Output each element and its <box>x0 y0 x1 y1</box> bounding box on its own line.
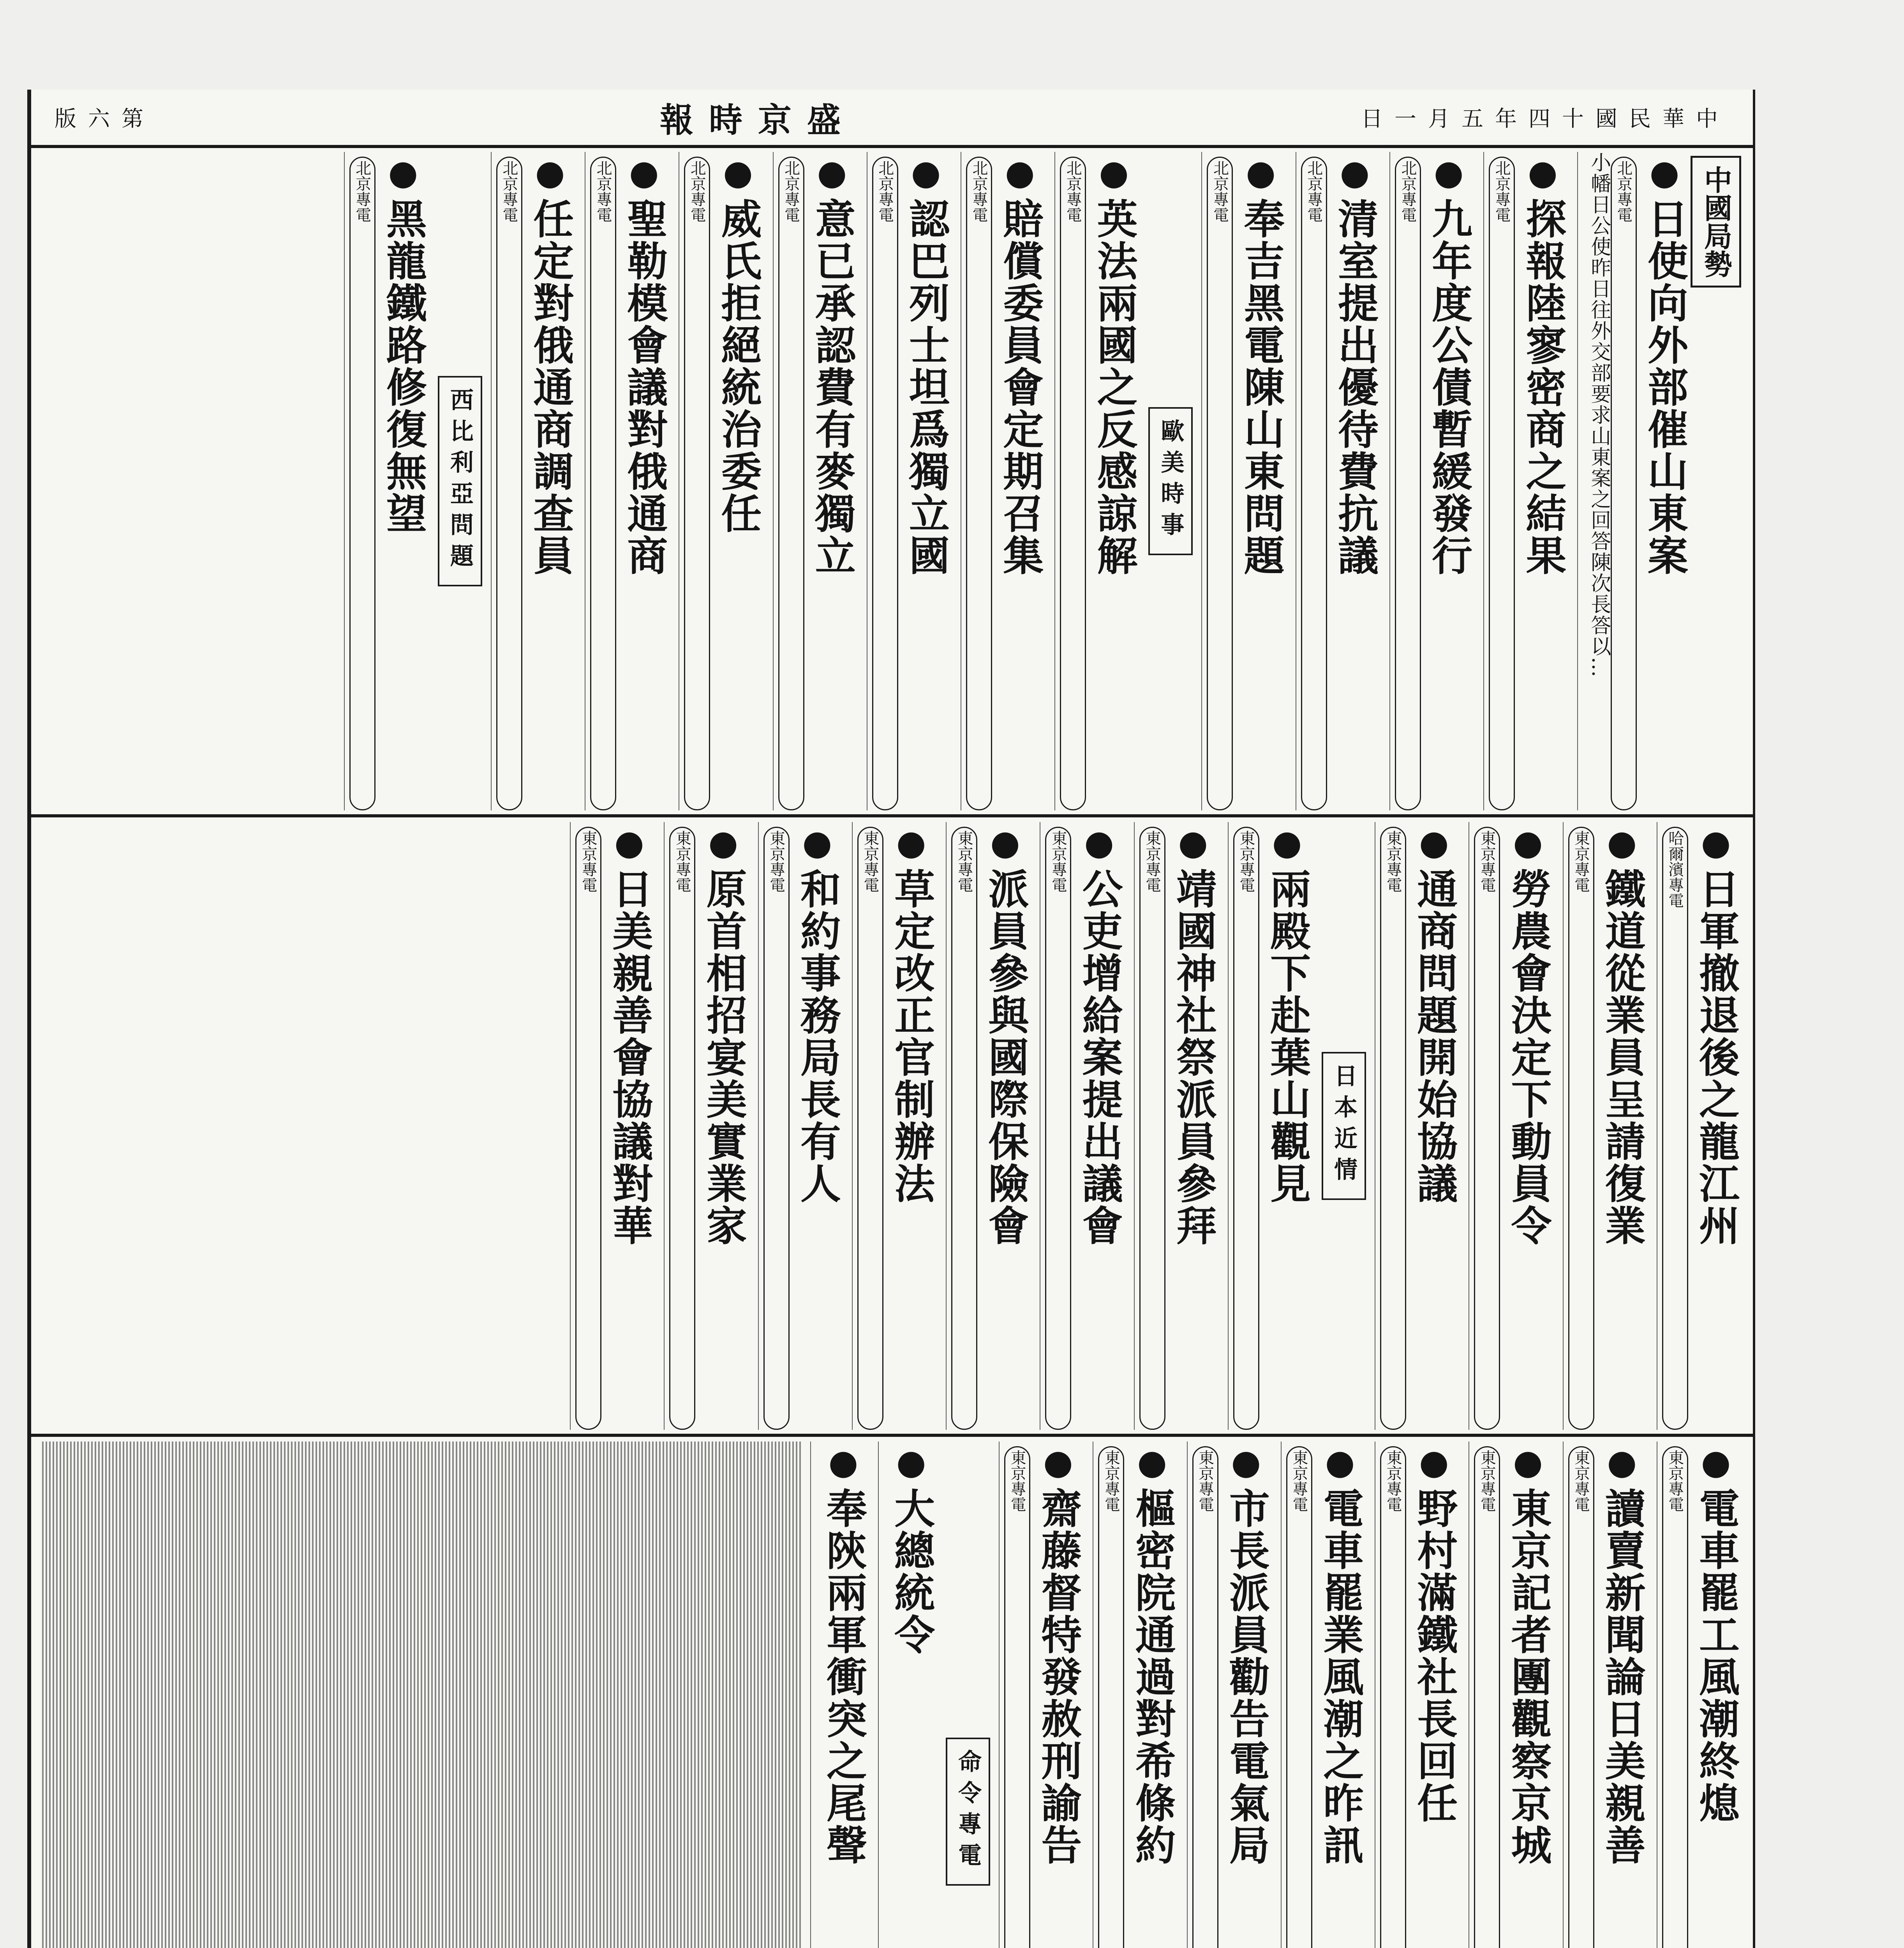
dateline: 東京專電 <box>1233 827 1259 1430</box>
article <box>344 152 429 810</box>
article-body: 小幡日公使昨日往外交部要求山東案之回答陳次長答以… <box>1587 152 1611 678</box>
article <box>961 152 1046 810</box>
article <box>946 822 1031 1430</box>
article <box>585 152 670 810</box>
masthead-page: 版六第 <box>55 106 155 132</box>
dateline: 北京專電 <box>1301 157 1327 810</box>
headline: ● 通商問題開始協議 <box>1412 822 1455 1430</box>
article <box>1040 822 1125 1430</box>
article <box>773 152 858 810</box>
headline: ● 探報陸寥密商之結果 <box>1521 152 1564 810</box>
article <box>1563 822 1648 1430</box>
section-label: 中國局勢 <box>1691 156 1741 288</box>
article <box>999 1442 1084 1948</box>
dateline: 北京專電 <box>590 157 616 810</box>
band-2 <box>31 822 1753 1430</box>
dateline: 北京專電 <box>966 157 992 810</box>
dateline: 北京專電 <box>349 157 376 810</box>
article <box>1657 822 1742 1430</box>
headline: ● 認巴列士坦爲獨立國 <box>904 152 947 810</box>
headline: ● 東京記者團觀察京城 <box>1506 1442 1549 1948</box>
headline: ● 公吏增給案提出議會 <box>1077 822 1120 1430</box>
divider-rule <box>31 1434 1753 1437</box>
headline: ● 意已承認費有麥獨立 <box>811 152 853 810</box>
headline: ● 奉吉黑電陳山東問題 <box>1239 152 1282 810</box>
headline: ● 讀賣新聞論日美親善 <box>1601 1442 1643 1948</box>
section-tag-europe: 歐美時事 <box>1148 407 1193 555</box>
dateline: 東京專電 <box>1286 1446 1312 1948</box>
headline: ● 齋藤督特發赦刑諭告 <box>1037 1442 1079 1948</box>
dateline: 北京專電 <box>872 157 898 810</box>
section-tag-japan: 日本近情 <box>1322 1052 1366 1200</box>
dateline: 北京專電 <box>1395 157 1421 810</box>
article <box>1201 152 1287 810</box>
headline: ● 和約事務局長有人 <box>796 822 839 1430</box>
article <box>1093 1442 1178 1948</box>
headline: ● 清室提出優待費抗議 <box>1333 152 1376 810</box>
article <box>878 1442 937 1948</box>
band-1 <box>31 152 1753 810</box>
article <box>1187 1442 1272 1948</box>
headline: ● 奉陝兩軍衝突之尾聲 <box>822 1442 865 1948</box>
masthead-paper-name: 報時京盛 <box>660 101 856 140</box>
dateline: 北京專電 <box>684 157 710 810</box>
headline: ● 樞密院通過對希條約 <box>1130 1442 1173 1948</box>
article <box>1469 822 1554 1430</box>
dateline: 東京專電 <box>951 827 977 1430</box>
dateline: 東京專電 <box>1662 1446 1688 1948</box>
dateline: 東京專電 <box>1045 827 1071 1430</box>
article <box>679 152 764 810</box>
dateline: 哈爾濱專電 <box>1662 827 1688 1430</box>
dateline: 北京專電 <box>1489 157 1515 810</box>
article <box>852 822 937 1430</box>
dateline: 北京專電 <box>778 157 804 810</box>
article <box>867 152 952 810</box>
article <box>1469 1442 1554 1948</box>
article <box>1054 152 1140 810</box>
divider-rule <box>31 814 1753 817</box>
article <box>810 1442 869 1948</box>
dateline: 東京專電 <box>669 827 695 1430</box>
dense-text-block <box>42 1442 802 1948</box>
headline: ● 市長派員勸告電氣局 <box>1225 1442 1268 1948</box>
dateline: 東京專電 <box>1192 1446 1218 1948</box>
dateline: 東京專電 <box>763 827 790 1430</box>
headline: ● 野村滿鐵社長回任 <box>1412 1442 1455 1948</box>
article <box>1375 822 1460 1430</box>
dateline: 北京專電 <box>496 157 522 810</box>
dateline: 東京專電 <box>1139 827 1165 1430</box>
band-3 <box>31 1442 1753 1948</box>
dateline: 東京專電 <box>1568 827 1594 1430</box>
article <box>664 822 749 1430</box>
newspaper-page <box>27 90 1755 1948</box>
dateline: 東京專電 <box>1474 827 1500 1430</box>
headline: ● 勞農會決定下動員令 <box>1506 822 1549 1430</box>
masthead-date: 日一月五年四十國民華中 <box>1361 106 1729 132</box>
headline: ● 大總統令 <box>890 1442 933 1948</box>
headline: ● 靖國神社祭派員參拜 <box>1172 822 1215 1430</box>
article <box>1577 152 1691 810</box>
headline: ● 英法兩國之反感諒解 <box>1092 152 1135 810</box>
headline: ● 電車罷工風潮終熄 <box>1694 1442 1737 1948</box>
headline: ● 日美親善會協議對華 <box>608 822 651 1430</box>
headline: ● 派員參與國際保險會 <box>984 822 1026 1430</box>
headline: ● 草定改正官制辦法 <box>890 822 933 1430</box>
section-tag-orders: 命令專電 <box>946 1738 990 1886</box>
article <box>1375 1442 1460 1948</box>
dateline: 東京專電 <box>1568 1446 1594 1948</box>
article <box>1483 152 1569 810</box>
article <box>1228 822 1313 1430</box>
headline: ● 鐵道從業員呈請復業 <box>1601 822 1643 1430</box>
headline: ● 九年度公債暫緩發行 <box>1427 152 1470 810</box>
article <box>570 822 655 1430</box>
article <box>1281 1442 1366 1948</box>
section-tag-siberia: 西比利亞問題 <box>438 376 482 586</box>
headline: ● 黑龍鐵路修復無望 <box>382 152 425 810</box>
headline: ● 聖勒模會議對俄通商 <box>622 152 665 810</box>
headline: ● 電車罷業風潮之昨訊 <box>1319 1442 1361 1948</box>
headline: ● 日軍撤退後之龍江州 <box>1694 822 1737 1430</box>
masthead <box>31 90 1753 148</box>
article <box>1657 1442 1742 1948</box>
article <box>1134 822 1219 1430</box>
headline: ● 日使向外部催山東案 <box>1643 152 1686 810</box>
dateline: 東京專電 <box>857 827 883 1430</box>
dateline: 東京專電 <box>1380 1446 1406 1948</box>
article <box>1296 152 1381 810</box>
headline: ● 原首相招宴美實業家 <box>702 822 744 1430</box>
headline: ● 兩殿下赴葉山觀見 <box>1266 822 1308 1430</box>
dateline: 東京專電 <box>1004 1446 1030 1948</box>
article <box>1389 152 1475 810</box>
dateline: 北京專電 <box>1207 157 1233 810</box>
article <box>1563 1442 1648 1948</box>
dateline: 東京專電 <box>1098 1446 1124 1948</box>
headline: ● 任定對俄通商調查員 <box>529 152 571 810</box>
dateline: 東京專電 <box>575 827 601 1430</box>
dateline: 北京專電 <box>1611 157 1637 810</box>
dateline: 東京專電 <box>1474 1446 1500 1948</box>
dateline: 東京專電 <box>1380 827 1406 1430</box>
headline: ● 威氏拒絕統治委任 <box>716 152 759 810</box>
dateline: 北京專電 <box>1060 157 1086 810</box>
headline: ● 賠償委員會定期召集 <box>998 152 1041 810</box>
article <box>758 822 843 1430</box>
article <box>491 152 576 810</box>
